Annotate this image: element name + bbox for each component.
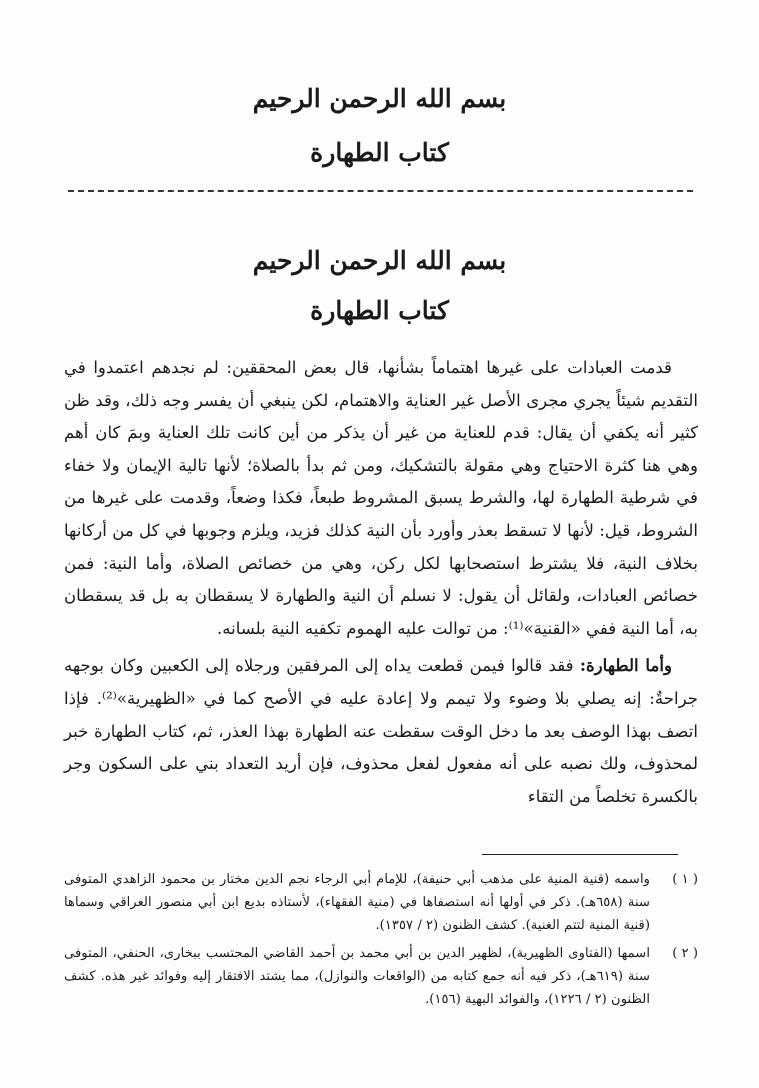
paragraph-1: قدمت العبادات على غيرها اهتماماً بشأنها، قال بعض المحققين: لم نجدهم اعتمدوا في التقديم شيئاً يجري مجرى الأصل غير العناية والاهتمام، لكن ينبغي أن يفسر وجه ذلك، وقد ظن كثير أنه يكفي أن يقال: قدم للعناية من غير أن يذكر من أين كانت تلك العناية وبمَ كان أهم وهي هنا كثرة الاحتياج وهي مقولة بالتشكيك، ومن ثم بدأ بالصلاة؛ لأنها تالية الإيمان ولا خفاء في شرطية الطهارة لها، والشرط يسبق المشروط طبعاً، فكذا وضعاً، وقدمت على غيرها من الشروط، قيل: لأنها لا تسقط بعذر وأورد بأن النية كذلك فزيد، ويلزم وجوبها في كل من أركانها بخلاف النية، فلا يشترط استصحابها لكل ركن، وهي من خصائص الصلاة، وأما النية: فمن خصائص العبادات، ولقائل أن يقول: لا نسلم أن النية والطهارة لا يسقطان به بل قد يسقطان به، أما النية ففي «القنية»⁽¹⁾: من توالت عليه الهموم تكفيه النية بلسانه. <box>64 358 698 638</box>
basmala-heading: بسم الله الرحمن الرحيم <box>252 246 507 275</box>
footnote-text: واسمه (قنية المنية على مذهب أبي حنيفة)، للإمام أبي الرجاء نجم الدين مختار بن محمود الزاهدي المتوفى سنة (٦٥٨هـ). ذكر في أولها أنه استصفاها في (منية الفقهاء)، لأستاذه بديع ابن أبي منصور العراقي وسماها (قنية المنية لتتم الغنية). كشف الظنون (٢ / ١٣٥٧). <box>64 872 650 933</box>
footnotes <box>64 868 698 1011</box>
dashed-separator <box>68 190 693 192</box>
chapter-title-top: كتاب الطهارة <box>310 138 449 167</box>
paragraph-2 <box>64 649 698 813</box>
footnote-rule <box>482 854 678 855</box>
footnote-text: اسمها (الفتاوى الظهيرية)، لظهير الدين بن أبي محمد بن أحمد القاضي المحتسب ببخارى، الحنفي، المتوفى سنة (٦١٩هـ)، ذكر فيه أنه جمع كتابه من (الواقعات والنوازل)، مما يشتد الافتقار إليه وفوائد غير هذه. كشف الظنون (٢ / ١٢٢٦)، والفوائد البهية (١٥٦). <box>64 946 651 1007</box>
footnote <box>64 942 698 1011</box>
main-text <box>64 352 698 813</box>
chapter-title: كتاب الطهارة <box>310 296 449 325</box>
footnote <box>64 868 698 937</box>
footnote-number: ( ١ ) <box>672 872 698 887</box>
footnote-number: ( ٢ ) <box>672 946 698 961</box>
basmala-heading-top: بسم الله الرحمن الرحيم <box>252 84 507 113</box>
paragraph-2-text: فقد قالوا فيمن قطعت يداه إلى المرفقين ورجلاه إلى الكعبين وكان بوجهه جراحةٌ: إنه يصلي بلا وضوء ولا تيمم ولا إعادة عليه في الأصح كما في «الظهيرية»⁽²⁾. فإذا اتصف بهذا الوصف بعد ما دخل الوقت سقطت عنه الطهارة بهذا العذر، ثم، كتاب الطهارة خبر لمحذوف، ولك نصبه على أنه مفعول لفعل محذوف، فإن أريد التعداد بني على السكون وجر بالكسرة تخلصاً من التقاء <box>64 656 698 806</box>
paragraph-2-lead: وأما الطهارة: <box>579 655 672 676</box>
